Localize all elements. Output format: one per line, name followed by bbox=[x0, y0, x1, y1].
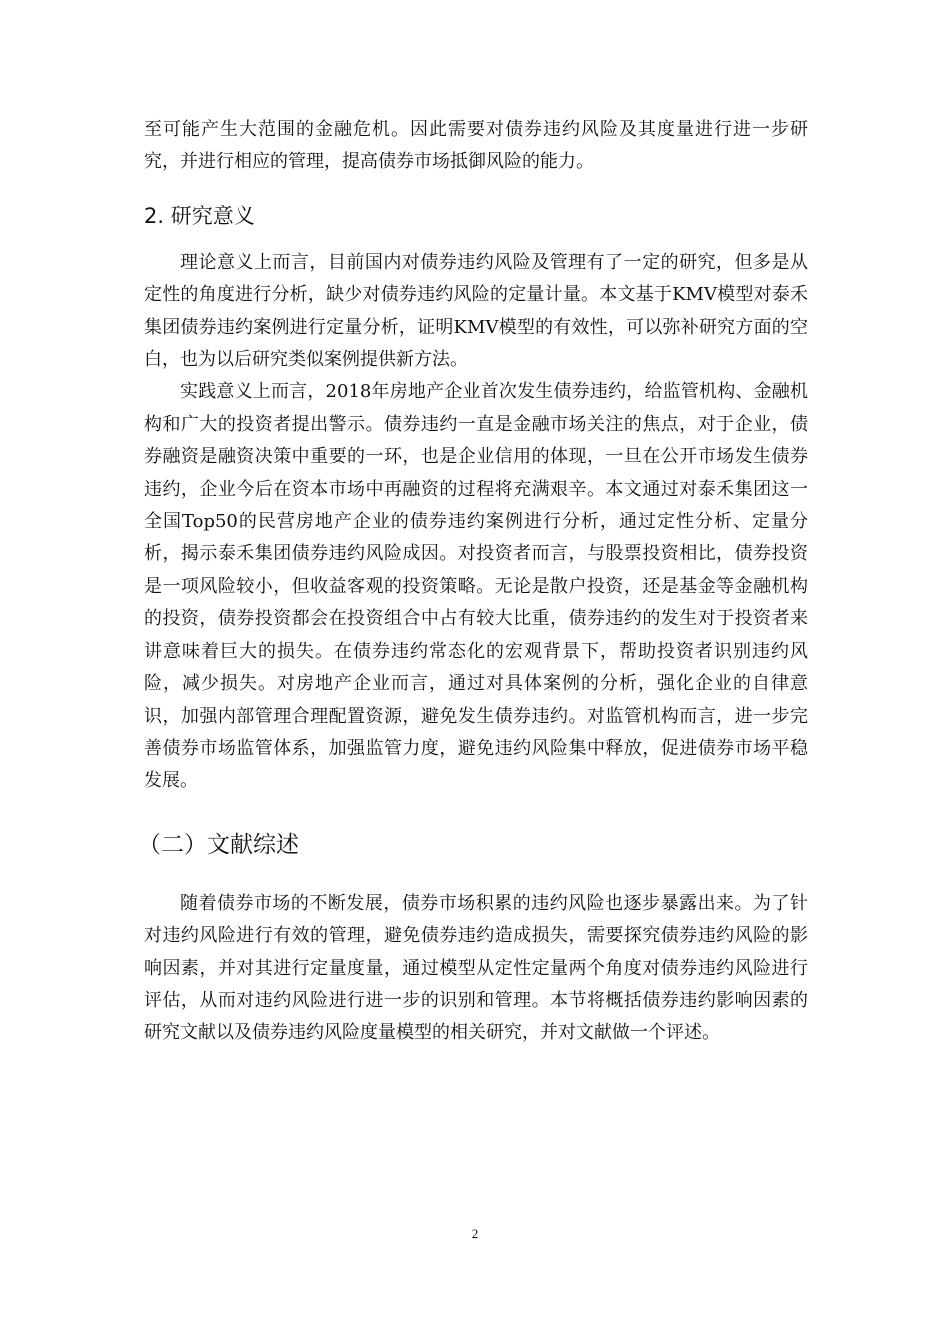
section-heading-significance: 2. 研究意义 bbox=[144, 203, 255, 228]
page-content bbox=[138, 114, 808, 1050]
page-number: 2 bbox=[471, 1226, 479, 1241]
section-heading-literature-review: （二）文献综述 bbox=[138, 831, 299, 858]
intro-paragraph: 至可能产生大范围的金融危机。因此需要对债券违约风险及其度量进行进一步研究，并进行相应的管理，提高债券市场抵御风险的能力。 bbox=[144, 119, 808, 173]
paragraph-literature-intro: 随着债券市场的不断发展，债券市场积累的违约风险也逐步暴露出来。为了针对违约风险进行有效的管理，避免债券违约造成损失，需要探究债券违约风险的影响因素，并对其进行定量度量，通过模型从定性定量两个角度对债券违约风险进行评估，从而对违约风险进行进一步的识别和管理。本节将概括债券违约影响因素的研究文献以及债券违约风险度量模型的相关研究，并对文献做一个评述。 bbox=[144, 892, 808, 1044]
paragraph-practical-significance: 实践意义上而言，2018年房地产企业首次发生债券违约，给监管机构、金融机构和广大的投资者提出警示。债券违约一直是金融市场关注的焦点，对于企业，债券融资是融资决策中重要的一环，也是企业信用的体现，一旦在公开市场发生债券违约，企业今后在资本市场中再融资的过程将充满艰辛。本文通过对泰禾集团这一全国Top50的民营房地产企业的债券违约案例进行分析，通过定性分析、定量分析，揭示泰禾集团债券违约风险成因。对投资者而言，与股票投资相比，债券投资是一项风险较小，但收益客观的投资策略。无论是散户投资，还是基金等金融机构的投资，债券投资都会在投资组合中占有较大比重，债券违约的发生对于投资者来讲意味着巨大的损失。在债券违约常态化的宏观背景下，帮助投资者识别违约风险，减少损失。对房地产企业而言，通过对具体案例的分析，强化企业的自律意识，加强内部管理合理配置资源，避免发生债券违约。对监管机构而言，进一步完善债券市场监管体系，加强监管力度，避免违约风险集中释放，促进债券市场平稳发展。 bbox=[144, 381, 808, 792]
paragraph-theoretical-significance: 理论意义上而言，目前国内对债券违约风险及管理有了一定的研究，但多是从定性的角度进行分析，缺少对债券违约风险的定量计量。本文基于KMV模型对泰禾集团债券违约案例进行定量分析，证明KMV模型的有效性，可以弥补研究方面的空白，也为以后研究类似案例提供新方法。 bbox=[144, 251, 808, 371]
